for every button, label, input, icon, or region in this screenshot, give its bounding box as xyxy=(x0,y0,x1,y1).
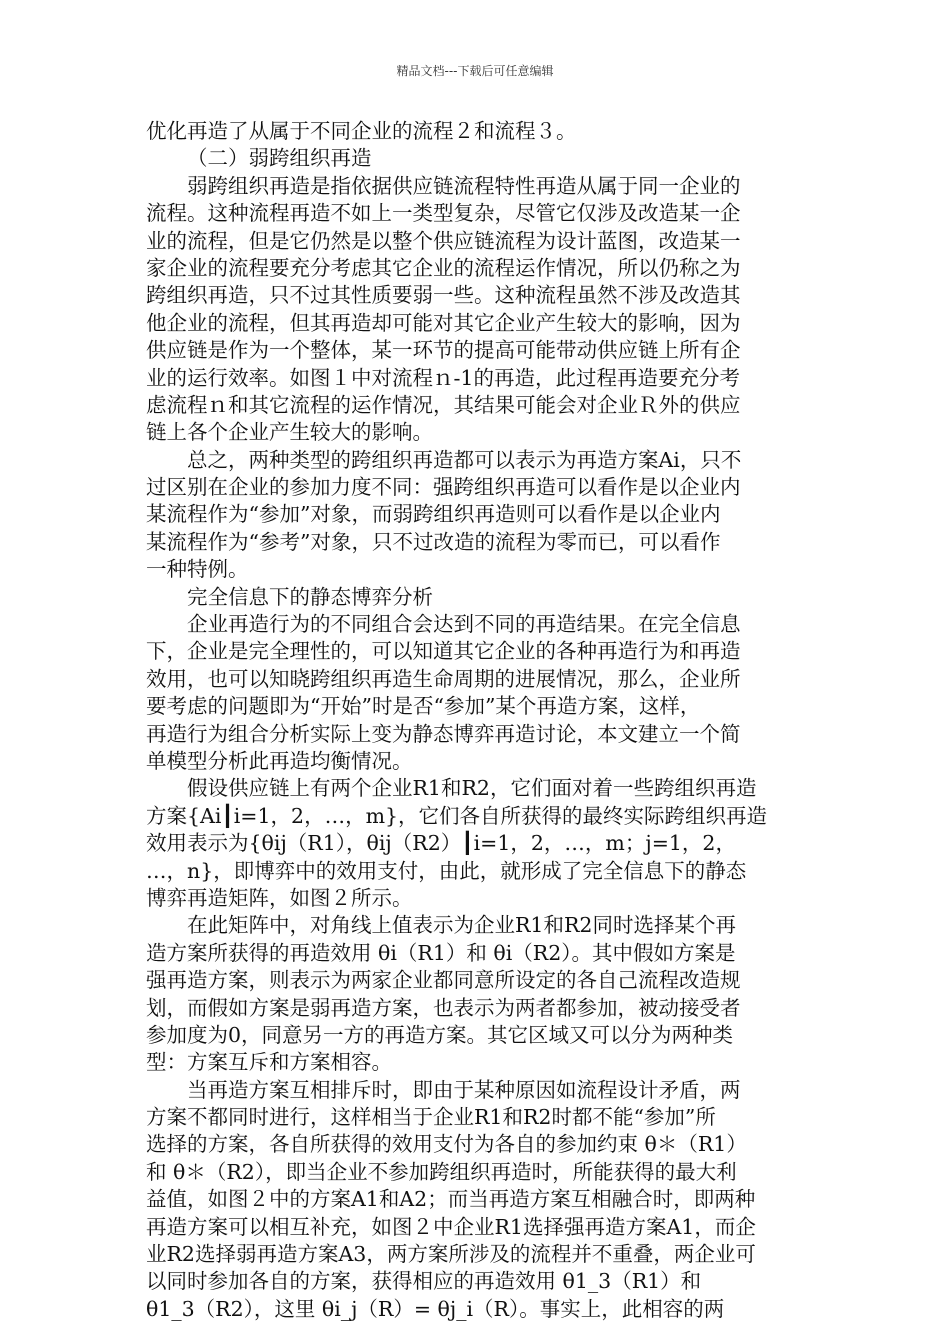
text-line: 一种特例。 xyxy=(146,557,249,582)
text-line: 下，企业是完全理性的，可以知道其它企业的各种再造行为和再造 xyxy=(146,639,741,664)
text-line: 完全信息下的静态博弈分析 xyxy=(187,584,433,609)
text-line: 过区别在企业的参加力度不同：强跨组织再造可以看作是以企业内 xyxy=(146,475,741,500)
text-line: 家企业的流程要充分考虑其它企业的流程运作情况，所以仍称之为 xyxy=(146,255,741,280)
text-line: 再造行为组合分析实际上变为静态博弈再造讨论，本文建立一个简 xyxy=(146,721,741,746)
text-line: 要考虑的问题即为“开始”时是否“参加”某个再造方案，这样， xyxy=(146,694,701,719)
text-line: 当再造方案互相排斥时，即由于某种原因如流程设计矛盾，两 xyxy=(187,1077,741,1102)
text-line: 优化再造了从属于不同企业的流程２和流程３。 xyxy=(146,119,577,143)
text-line: 他企业的流程，但其再造却可能对其它企业产生较大的影响，因为 xyxy=(146,310,741,335)
text-line: 方案{Ai┃i=1，2，…，m}，它们各自所获得的最终实际跨组织再造 xyxy=(146,803,768,828)
text-line: 业的流程，但是它仍然是以整个供应链流程为设计蓝图，改造某一 xyxy=(146,228,741,253)
text-line: 流程。这种流程再造不如上一类型复杂，尽管它仅涉及改造某一企 xyxy=(146,201,741,226)
text-line: 业R2选择弱再造方案A3，两方案所涉及的流程并不重叠，两企业可 xyxy=(146,1242,756,1267)
text-line: 弱跨组织再造是指依据供应链流程特性再造从属于同一企业的 xyxy=(187,173,741,198)
text-line: 型：方案互斥和方案相容。 xyxy=(146,1050,392,1075)
text-line: θ1_3（R2），这里 θi_j（R）= θj_i（R）。事实上，此相容的两 xyxy=(146,1296,725,1321)
text-line: 跨组织再造，只不过其性质要弱一些。这种流程虽然不涉及改造其 xyxy=(146,283,741,308)
text-line: 某流程作为“参考”对象，只不过改造的流程为零而已，可以看作 xyxy=(146,529,721,554)
text-line: 造方案所获得的再造效用 θi（R1）和 θi（R2）。其中假如方案是 xyxy=(146,940,736,965)
text-line: 业的运行效率。如图１中对流程ｎ-1的再造，此过程再造要充分考 xyxy=(146,365,740,390)
text-line: 假设供应链上有两个企业R1和R2，它们面对着一些跨组织再造 xyxy=(187,776,757,801)
text-line: 效用表示为{θij（R1），θij（R2）┃i=1，2，…，m；j=1，2， xyxy=(146,831,736,856)
text-line: 再造方案可以相互补充，如图２中企业R1选择强再造方案A1，而企 xyxy=(146,1214,756,1239)
text-line: 总之，两种类型的跨组织再造都可以表示为再造方案Ai，只不 xyxy=(187,447,742,472)
text-line: 在此矩阵中，对角线上值表示为企业R1和R2同时选择某个再 xyxy=(187,913,736,938)
text-line: …，n}，即博弈中的效用支付，由此，就形成了完全信息下的静态 xyxy=(146,858,747,883)
text-line: 某流程作为“参加”对象，而弱跨组织再造则可以看作是以企业内 xyxy=(146,502,721,527)
text-line: 链上各个企业产生较大的影响。 xyxy=(146,420,433,445)
page-header: 精品文档---下载后可任意编辑 xyxy=(396,64,554,78)
text-line: 强再造方案，则表示为两家企业都同意所设定的各自己流程改造规 xyxy=(146,968,741,993)
document-body xyxy=(146,118,810,1323)
text-line: 方案不都同时进行，这样相当于企业R1和R2时都不能“参加”所 xyxy=(146,1105,716,1130)
text-line: （二）弱跨组织再造 xyxy=(187,146,372,171)
text-line: 效用，也可以知晓跨组织再造生命周期的进展情况，那么，企业所 xyxy=(146,666,741,691)
text-line: 虑流程ｎ和其它流程的运作情况，其结果可能会对企业Ｒ外的供应 xyxy=(146,392,741,417)
text-line: 选择的方案，各自所获得的效用支付为各自的参加约束 θ＊（R1） xyxy=(146,1132,747,1157)
text-line: 以同时参加各自的方案，获得相应的再造效用 θ1_3（R1）和 xyxy=(146,1269,702,1294)
text-line: 参加度为0，同意另一方的再造方案。其它区域又可以分为两种类 xyxy=(146,1022,734,1047)
text-line: 和 θ＊（R2），即当企业不参加跨组织再造时，所能获得的最大利 xyxy=(146,1159,737,1184)
text-line: 博弈再造矩阵，如图２所示。 xyxy=(146,885,413,910)
text-line: 企业再造行为的不同组合会达到不同的再造结果。在完全信息 xyxy=(187,612,741,637)
text-line: 供应链是作为一个整体，某一环节的提高可能带动供应链上所有企 xyxy=(146,338,741,363)
text-line: 益值，如图２中的方案A1和A2；而当再造方案互相融合时，即两种 xyxy=(146,1187,756,1212)
text-line: 单模型分析此再造均衡情况。 xyxy=(146,748,413,773)
text-line: 划，而假如方案是弱再造方案，也表示为两者都参加，被动接受者 xyxy=(146,995,741,1020)
